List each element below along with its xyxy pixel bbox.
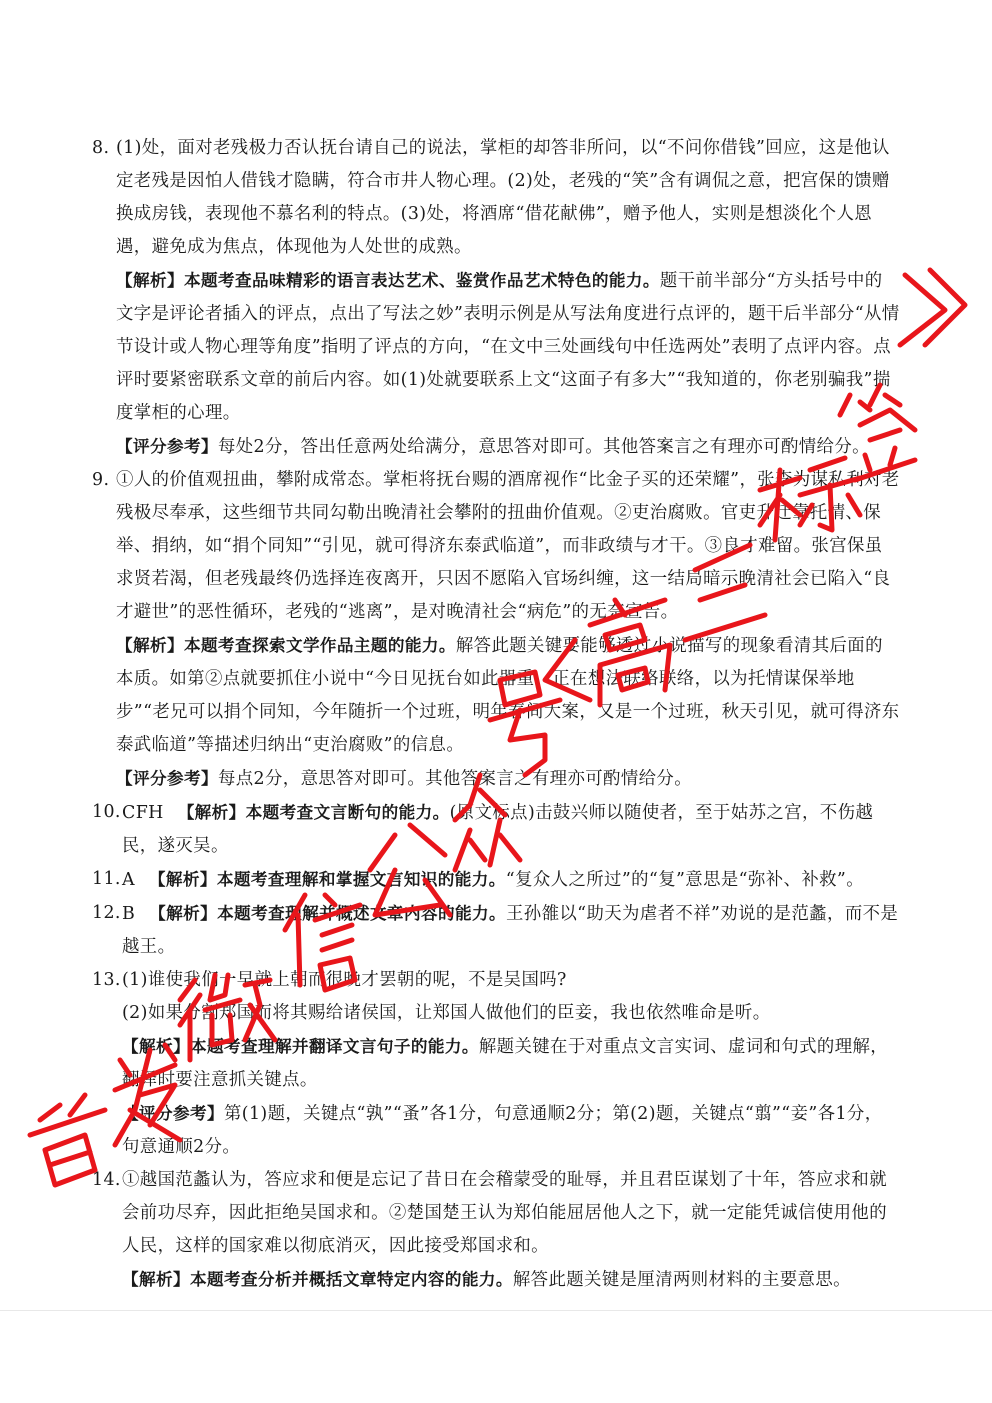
analysis-tag: 【解析】 xyxy=(116,636,184,655)
analysis-tag: 【解析】 xyxy=(116,271,184,290)
page-bottom-rule xyxy=(0,1310,992,1311)
question-number: 13. xyxy=(92,970,121,990)
analysis-text: (原文标点)击鼓兴师以随使者，至于姑苏之宫，不伤越民，遂灭吴。 xyxy=(122,803,874,856)
question-number: 11. xyxy=(92,869,121,889)
question-14 xyxy=(92,1164,900,1263)
analysis-tag: 【解析】 xyxy=(148,870,217,889)
score-tag: 【评分参考】 xyxy=(116,769,218,788)
analysis-focus: 本题考查理解并翻译文言句子的能力。 xyxy=(189,1037,479,1056)
score-tag: 【评分参考】 xyxy=(122,1104,224,1123)
analysis-text: 王孙雒以“助天为虐者不祥”劝说的是范蠡，而不是越王。 xyxy=(122,904,899,957)
question-8 xyxy=(92,132,900,264)
question-number: 14. xyxy=(92,1170,121,1190)
analysis-text: “复众人之所过”的“复”意思是“弥补、补救”。 xyxy=(505,870,864,890)
answer-content xyxy=(92,132,900,1297)
score-text: 每点2分，意思答对即可。其他答案言之有理亦可酌情给分。 xyxy=(217,769,692,789)
analysis-focus: 本题考查品味精彩的语言表达艺术、鉴赏作品艺术特色的能力。 xyxy=(183,271,660,290)
analysis-tag: 【解析】 xyxy=(122,1270,190,1289)
analysis-focus: 本题考查理解并概述文章内容的能力。 xyxy=(217,904,507,923)
question-12 xyxy=(92,897,900,964)
score-text: 第(1)题，关键点“孰”“蚤”各1分，句意通顺2分；第(2)题，关键点“翦”“妾”各1分，句意通顺2分。 xyxy=(122,1104,883,1157)
analysis-focus: 本题考查分析并概括文章特定内容的能力。 xyxy=(189,1270,513,1289)
question-8-analysis xyxy=(92,264,900,430)
analysis-tag: 【解析】 xyxy=(122,1037,190,1056)
analysis-focus: 本题考查文言断句的能力。 xyxy=(245,803,450,822)
question-9-analysis xyxy=(92,629,900,762)
question-number: 12. xyxy=(92,903,121,923)
question-9-answer: ①人的价值观扭曲，攀附成常态。掌柜将抚台赐的酒席视作“比金子买的还荣耀”，张李为谋私利对老残极尽奉承，这些细节共同勾勒出晚清社会攀附的扭曲价值观。②吏治腐败。官吏升迁靠托情、保举、捐纳，如“捐个同知”“引见，就可得济东泰武临道”，而非政绩与才干。③良才难留。张宫保虽求贤若渴，但老残最终仍选择连夜离开，只因不愿陷入官场纠缠，这一结局暗示晚清社会已陷入“良才避世”的恶性循环，老残的“逃离”，是对晚清社会“病危”的无奈宣告。 xyxy=(116,470,900,622)
score-tag: 【评分参考】 xyxy=(116,437,218,456)
question-13-analysis xyxy=(92,1030,900,1097)
question-10-answer: CFH xyxy=(122,803,164,823)
question-9-scoring xyxy=(92,762,900,796)
analysis-focus: 本题考查探索文学作品主题的能力。 xyxy=(183,636,456,655)
question-number: 10. xyxy=(92,802,121,822)
analysis-tag: 【解析】 xyxy=(149,904,218,923)
question-11 xyxy=(92,863,900,897)
question-12-answer: B xyxy=(122,904,136,924)
analysis-text: 解答此题关键是厘清两则材料的主要意思。 xyxy=(512,1270,851,1290)
question-13-answer-2: (2)如果分割郑国而将其赐给诸侯国，让郑国人做他们的臣妾，我也依然唯命是听。 xyxy=(122,1003,771,1023)
analysis-focus: 本题考查理解和掌握文言知识的能力。 xyxy=(216,870,506,889)
question-14-answer: ①越国范蠡认为，答应求和便是忘记了昔日在会稽蒙受的耻辱，并且君臣谋划了十年，答应求和就会前功尽弃，因此拒绝吴国求和。②楚国楚王认为郑伯能屈居他人之下，就一定能凭诚信使用他的人民，这样的国家难以彻底消灭，因此接受郑国求和。 xyxy=(122,1170,888,1256)
question-10 xyxy=(92,796,900,863)
score-text: 每处2分，答出任意两处给满分，意思答对即可。其他答案言之有理亦可酌情给分。 xyxy=(217,437,870,457)
analysis-text: 解题关键在于对重点文言实词、虚词和句式的理解，翻译时要注意抓关键点。 xyxy=(122,1037,889,1090)
question-13 xyxy=(92,964,900,1030)
analysis-text: 解答此题关键要能够透过小说描写的现象看清其后面的本质。如第②点就要抓住小说中“今日见抚台如此器重，正在想法联络联络，以为托情谋保举地步”“老兄可以捐个同知，今年随折一个过班，明年春间大案，又是一个过班，秋天引见，就可得济东泰武临道”等描述归纳出“吏治腐败”的信息。 xyxy=(116,636,900,755)
question-8-scoring xyxy=(92,430,900,464)
question-9 xyxy=(92,464,900,629)
question-11-answer: A xyxy=(122,870,135,890)
question-13-answer-1: (1)谁使我们一早就上朝而很晚才罢朝的呢，不是吴国吗? xyxy=(122,970,567,990)
analysis-tag: 【解析】 xyxy=(177,803,246,822)
analysis-text: 题干前半部分“方头括号中的文字是评论者插入的评点，点出了写法之妙”表明示例是从写法角度进行点评的，题干后半部分“从情节设计或人物心理等角度”指明了评点的方向，“在文中三处画线句中任选两处”表明了点评内容。点评时要紧密联系文章的前后内容。如(1)处就要联系上文“这面子有多大”“我知道的，你老别骗我”揣度掌柜的心理。 xyxy=(116,271,900,423)
question-8-answer: (1)处，面对老残极力否认抚台请自己的说法，掌柜的却答非所问，以“不问你借钱”回应，这是他认定老残是因怕人借钱才隐瞒，符合市井人物心理。(2)处，老残的“笑”含有调侃之意，把宫保的馈赠换成房钱，表现他不慕名利的特点。(3)处，将酒席“借花献佛”，赠予他人，实则是想淡化个人恩遇，避免成为焦点，体现他为人处世的成熟。 xyxy=(116,138,890,257)
question-number: 9. xyxy=(92,470,110,490)
question-14-analysis xyxy=(92,1263,900,1297)
question-number: 8. xyxy=(92,138,110,158)
question-13-scoring xyxy=(92,1097,900,1164)
